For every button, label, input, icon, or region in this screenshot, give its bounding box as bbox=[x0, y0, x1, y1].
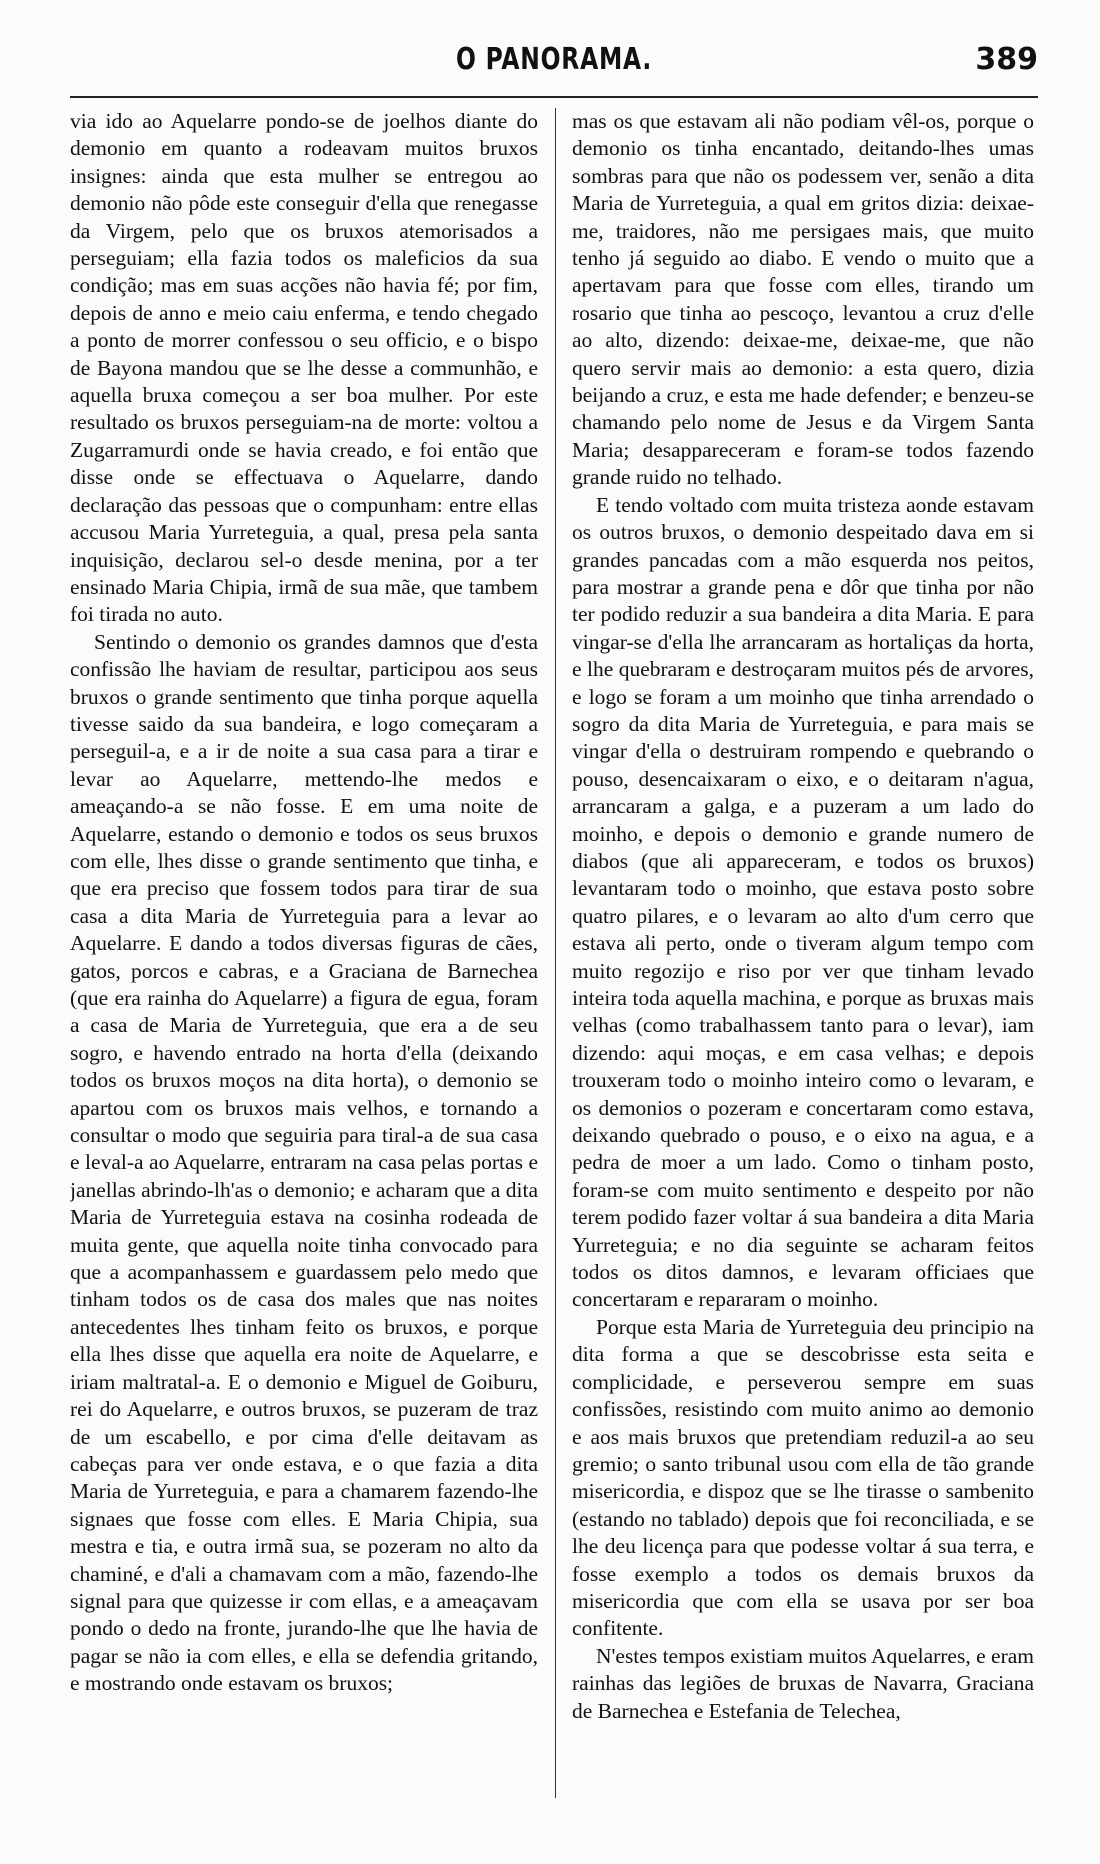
paragraph: Sentindo o demonio os grandes damnos que d'esta confissão lhe haviam de resultar, participou aos seus bruxos o grande sentimento que tinha porque aquella tivesse saido da sua bandeira, e logo começaram a perseguil-a, e a ir de noite a sua casa para a tirar e levar ao Aquelarre, mettendo-lhe medos e ameaçando-a se não fosse. E em uma noite de Aquelarre, estando o demonio e todos os seus bruxos com elle, lhes disse o grande sentimento que tinha, e que era preciso que fossem todos para tirar de sua casa a dita Maria de Yurreteguia para a levar ao Aquelarre. E dando a todos diversas figuras de cães, gatos, porcos e cabras, e a Graciana de Barnechea (que era rainha do Aquelarre) a figura de egua, foram a casa de Maria de Yurreteguia, que era a de seu sogro, e havendo entrado na horta d'ella (deixando todos os bruxos moços na dita horta), o demonio se apartou com os bruxos mais velhos, e tornando a consultar o modo que seguiria para tiral-a de sua casa e leval-a ao Aquelarre, entraram na casa pelas portas e janellas abrindo-lh'as o demonio; e acharam que a dita Maria de Yurreteguia estava na cosinha rodeada de muita gente, que aquella noite tinha convocado para que a acompanhassem e guardassem pelo medo que tinham todos os de casa dos males que nas noites antecedentes lhes tinham feito os bruxos, e porque ella lhes disse que aquella era noite de Aquelarre, e iriam maltratal-a. E o demonio e Miguel de Goiburu, rei do Aquelarre, e outros bruxos, se puzeram de traz de um escabello, e por cima d'elle deitavam as cabeças para ver onde estava, e o que fazia a dita Maria de Yurreteguia, e para a chamarem fazendo-lhe signaes que fosse com elles. E Maria Chipia, sua mestra e tia, e outra irmã sua, se pozeram no alto da chaminé, e d'ali a chamavam com a mão, fazendo-lhe signal para que quizesse ir com ellas, e a ameaçavam pondo o dedo na fronte, jurando-lhe que lhe havia de pagar se não ia com elles, e ella se defendia gritando, e mostrando onde estavam os bruxos; bbox=[70, 629, 538, 1696]
paragraph: N'estes tempos existiam muitos Aquelarres, e eram rainhas das legiões de bruxas de Navarra, Graciana de Barnechea e Estefania de Telechea, bbox=[572, 1643, 1034, 1723]
header-rule bbox=[70, 96, 1038, 98]
right-column bbox=[572, 108, 1034, 1808]
running-title: O PANORAMA. bbox=[455, 42, 653, 77]
paragraph: E tendo voltado com muita tristeza aonde estavam os outros bruxos, o demonio despeitado dava em si grandes pancadas com a mão esquerda nos peitos, para mostrar a grande pena e dôr que tinha por não ter podido reduzir a sua bandeira a dita Maria. E para vingar-se d'ella lhe arrancaram as hortaliças da horta, e lhe quebraram e destroçaram muitos pés de arvores, e logo se foram a um moinho que tinha arrendado o sogro da dita Maria de Yurreteguia, e para mais se vingar d'ella o destruiram rompendo e quebrando o pouso, desencaixaram o eixo, e o deitaram n'agua, arrancaram a galga, e a puzeram a um lado do moinho, e depois o demonio e grande numero de diabos (que ali appareceram, e todos os bruxos) levantaram todo o moinho, que estava posto sobre quatro pilares, e o levaram ao alto d'um cerro que estava ali perto, onde o tiveram algum tempo com muito regozijo e riso por ver que tinham levado inteira toda aquella machina, e porque as bruxas mais velhas (como trabalhassem tanto para o levar), iam dizendo: aqui moças, e em casa velhas; e depois trouxeram todo o moinho inteiro como o levaram, e os demonios o pozeram e concertaram como estava, deixando quebrado o pouso, e o eixo na agua, e a pedra de moer a um lado. Como o tinham posto, foram-se com muito sentimento e despeito por não terem podido fazer voltar á sua bandeira a dita Maria Yurreteguia; e no dia seguinte se acharam feitos todos os ditos damnos, e levaram officiaes que concertaram e repararam o moinho. bbox=[572, 492, 1034, 1312]
left-column bbox=[70, 108, 538, 1808]
paragraph: via ido ao Aquelarre pondo-se de joelhos diante do demonio em quanto a rodeavam muitos bruxos insignes: ainda que esta mulher se entregou ao demonio não pôde este conseguir d'ella que renegasse da Virgem, pelo que os bruxos atemorisados a perseguiam; ella fazia todos os maleficios da sua condição; mas em suas acções não havia fé; por fim, depois de anno e meio caiu enferma, e tendo chegado a ponto de morrer confessou o seu officio, e o bispo de Bayona mandou que se lhe desse a communhão, e aquella bruxa começou a ser boa mulher. Por este resultado os bruxos perseguiam-na de morte: voltou a Zugarramurdi onde se havia creado, e foi então que disse onde se effectuava o Aquelarre, dando declaração das pessoas que o compunham: entre ellas accusou Maria Yurreteguia, a qual, presa pela santa inquisição, declarou sel-o desde menina, por a ter ensinado Maria Chipia, irmã de sua mãe, que tambem foi tirada no auto. bbox=[70, 109, 538, 627]
paragraph: mas os que estavam ali não podiam vêl-os, porque o demonio os tinha encantado, deitando-lhes umas sombras para que não os podessem ver, senão a dita Maria de Yurreteguia, a qual em gritos dizia: deixae-me, traidores, não me persigaes mais, que muito tenho já seguido ao diabo. E vendo o muito que a apertavam para que fosse com elles, tirando um rosario que tinha ao pescoço, levantou a cruz d'elle ao alto, dizendo: deixae-me, deixae-me, que não quero servir mais ao demonio: a esta quero, dizia beijando a cruz, e esta me hade defender; e benzeu-se chamando pelo nome de Jesus e da Virgem Santa Maria; desappareceram e foram-se todos fazendo grande ruido no telhado. bbox=[572, 109, 1034, 490]
column-divider bbox=[555, 108, 556, 1798]
page-number: 389 bbox=[975, 42, 1038, 77]
page-header bbox=[70, 36, 1038, 86]
paragraph: Porque esta Maria de Yurreteguia deu principio na dita forma a que se descobrisse esta seita e complicidade, e perseverou sempre em suas confissões, resistindo com muito animo ao demonio e aos mais bruxos que pretendiam reduzil-a ao seu gremio; o santo tribunal usou com ella de tão grande misericordia, e dispoz que se lhe tirasse o sambenito (estando no tablado) depois que foi reconciliada, e se lhe deu licença para que podesse voltar á sua terra, e fosse exemplo a todos os demais bruxos da misericordia que com ella se usava por ser boa confitente. bbox=[572, 1314, 1034, 1641]
